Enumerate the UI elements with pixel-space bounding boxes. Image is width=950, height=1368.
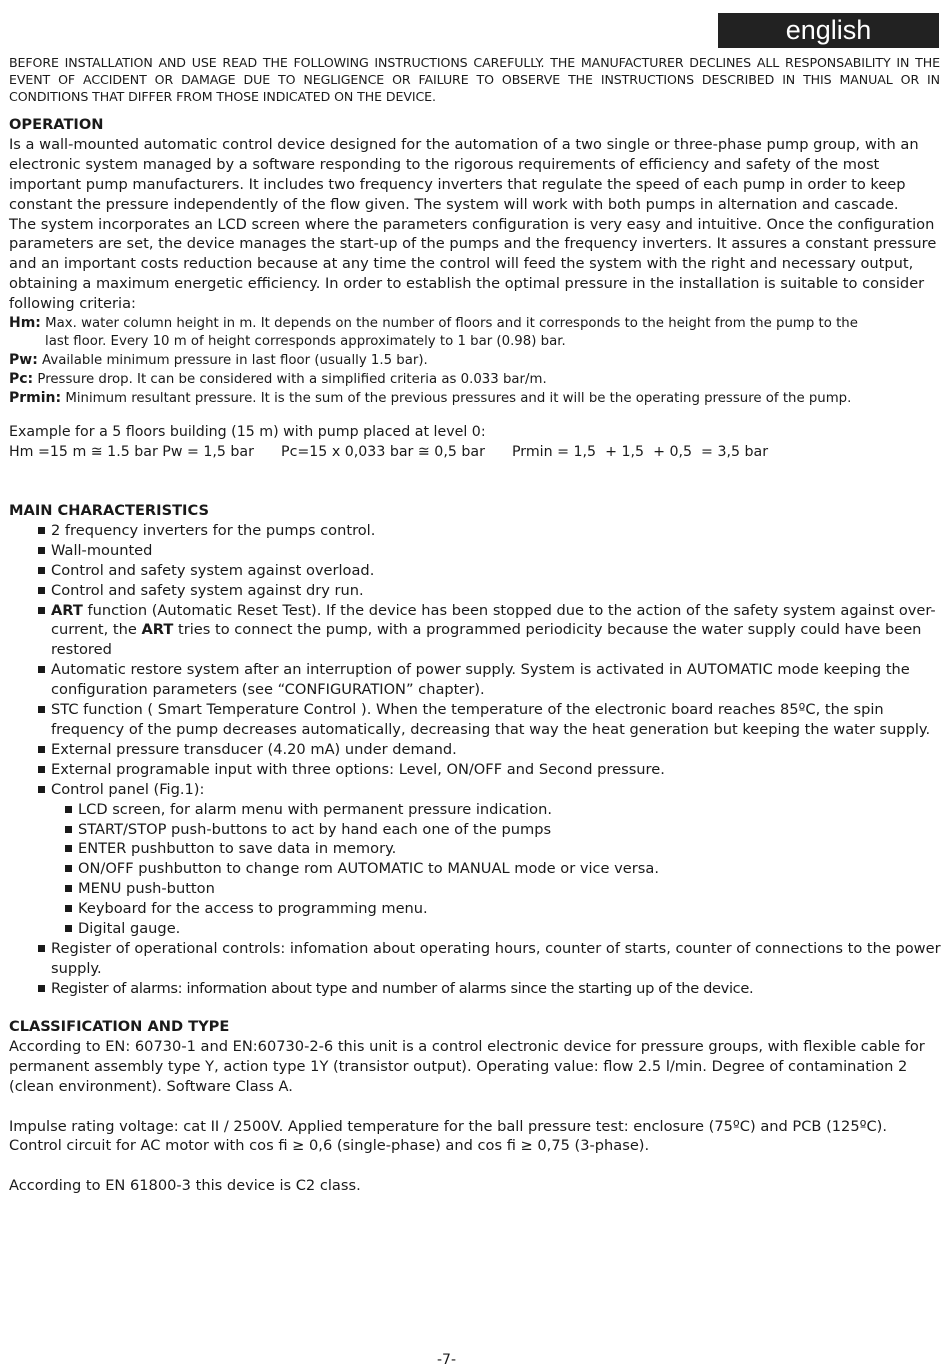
list-item-text: Digital gauge. — [78, 920, 181, 938]
classification-paragraph-2a: Impulse rating voltage: cat II / 2500V. Applied temperature for the ball pressure test: enclosure (75ºC) and PCB (125ºC). — [9, 1117, 888, 1135]
sub-list-item — [9, 899, 944, 919]
list-item — [9, 760, 944, 780]
list-item-text: frequency of the pump decreases automatically, decreasing that way the heat generation but keeping the water supply. — [51, 720, 931, 738]
list-item — [9, 521, 944, 541]
list-item — [9, 740, 944, 760]
classification-paragraph-1: According to EN: 60730-1 and EN:60730-2-6 this unit is a control electronic device for pressure groups, with flexible cable for permanent assembly type Y, action type 1Y (transistor output). Operating value: flow 2.5 l/min. Degree of contamination 2 (clean environment). Software Class A. — [9, 1037, 925, 1095]
list-item-text: ON/OFF pushbutton to change rom AUTOMATIC to MANUAL mode or vice versa. — [78, 860, 659, 878]
list-item-text: Control panel (Fig.1): — [51, 780, 205, 798]
list-item-text: Register of alarms: information about type and number of alarms since the starting up of the device. — [51, 979, 754, 997]
list-item-text: STC function ( Smart Temperature Control ). When the temperature of the electronic board reaches 85ºC, the spin — [51, 701, 884, 719]
sub-list-item — [9, 800, 944, 820]
example-block — [9, 423, 944, 463]
operation-paragraph-2: The system incorporates an LCD screen where the parameters configuration is very easy and intuitive. Once the configuration parameters are set, the device manages the start-up of the pumps and the frequency inverters. It assures a constant pressure and an important costs reduction because at any time the control will feed the system with the right and necessary output, obtaining a maximum energetic efficiency. In order to establish the optimal pressure in the installation is suitable to consider following criteria: — [9, 215, 937, 313]
list-item — [9, 561, 944, 581]
definition-term: Hm: — [9, 315, 41, 332]
operation-heading: OPERATION — [9, 116, 104, 133]
main-characteristics-heading: MAIN CHARACTERISTICS — [9, 502, 209, 519]
list-item — [9, 780, 944, 800]
definition-text: Pressure drop. It can be considered with a simplified criteria as 0.033 bar/m. — [37, 372, 547, 388]
list-item-text: MENU push-button — [78, 880, 215, 898]
art-term: ART — [141, 621, 174, 639]
operation-paragraph-1: Is a wall-mounted automatic control device designed for the automation of a two single or three-phase pump group, with an electronic system managed by a software responding to the rigorous requirements of efficiency and safety of the most important pump manufacturers. It includes two frequency inverters that regulate the speed of each pump in order to keep constant the pressure independently of the flow given. The system will work with both pumps in alternation and cascade. — [9, 135, 919, 213]
main-characteristics-section — [9, 501, 944, 999]
list-item-text: Control and safety system against overload. — [51, 561, 375, 579]
example-intro: Example for a 5 floors building (15 m) with pump placed at level 0: — [9, 424, 486, 440]
safety-disclaimer: BEFORE INSTALLATION AND USE READ THE FOLLOWING INSTRUCTIONS CAREFULLY. THE MANUFACTURER DECLINES ALL RESPONSABILITY IN THE EVENT OF ACCIDENT OR DAMAGE DUE TO NEGLIGENCE OR FAILURE TO OBSERVE THE INSTRUCTIONS DESCRIBED IN THIS MANUAL OR IN CONDITIONS THAT DIFFER FROM THOSE INDICATED ON THE DEVICE. — [9, 55, 940, 104]
list-item — [9, 581, 944, 601]
classification-section — [9, 1017, 944, 1196]
list-item-text: START/STOP push-buttons to act by hand each one of the pumps — [78, 820, 552, 838]
list-item-text: 2 frequency inverters for the pumps control. — [51, 521, 376, 539]
list-item — [9, 979, 944, 999]
classification-paragraph-2b: Control circuit for AC motor with cos fi ≥ 0,6 (single-phase) and cos fi ≥ 0,75 (3-phase). — [9, 1137, 650, 1155]
definition-pc — [9, 370, 944, 389]
page-number: -7- — [436, 1352, 456, 1368]
list-item-text: Keyboard for the access to programming menu. — [78, 900, 428, 918]
list-item-art — [9, 601, 944, 661]
sub-list-item — [9, 879, 944, 899]
list-item-text: Control and safety system against dry run. — [51, 581, 364, 599]
list-item-text: supply. — [51, 959, 102, 977]
list-item-text: restored — [51, 641, 112, 659]
sub-list-item — [9, 820, 944, 840]
definition-term: Pw: — [9, 352, 38, 369]
operation-section — [9, 115, 944, 408]
language-tab: english — [718, 13, 939, 48]
definition-text: Minimum resultant pressure. It is the sum of the previous pressures and it will be the operating pressure of the pump. — [65, 391, 852, 407]
list-item-text: function (Automatic Reset Test). If the device has been stopped due to the action of the safety system against over- — [82, 601, 936, 619]
list-item — [9, 939, 944, 979]
classification-heading: CLASSIFICATION AND TYPE — [9, 1018, 230, 1035]
list-item — [9, 660, 944, 700]
list-item-text: tries to connect the pump, with a programmed periodicity because the water supply could have been — [173, 621, 922, 639]
definition-pw — [9, 351, 944, 370]
definition-term: Prmin: — [9, 390, 62, 407]
list-item-text: External pressure transducer (4.20 mA) under demand. — [51, 740, 457, 758]
list-item-text: LCD screen, for alarm menu with permanent pressure indication. — [78, 800, 553, 818]
list-item-text: Register of operational controls: infomation about operating hours, counter of starts, counter of connections to the power — [51, 939, 941, 957]
sub-list-item — [9, 919, 944, 939]
list-item — [9, 700, 944, 740]
art-term: ART — [51, 601, 83, 619]
characteristics-list — [9, 521, 944, 999]
list-item — [9, 541, 944, 561]
classification-paragraph-3: According to EN 61800-3 this device is C2 class. — [9, 1177, 361, 1195]
list-item-text: Wall-mounted — [51, 541, 153, 559]
definition-text: Max. water column height in m. It depends on the number of floors and it corresponds to the height from the pump to the — [45, 316, 858, 332]
list-item-text: ENTER pushbutton to save data in memory. — [78, 840, 397, 858]
definition-text-cont: last floor. Every 10 m of height corresponds approximately to 1 bar (0.98) bar. — [45, 334, 566, 350]
list-item-text: External programable input with three options: Level, ON/OFF and Second pressure. — [51, 760, 665, 778]
sub-list-item — [9, 839, 944, 859]
list-item-text: current, the — [51, 621, 142, 639]
list-item-text: Automatic restore system after an interruption of power supply. System is activated in AUTOMATIC mode keeping the — [51, 661, 910, 679]
definition-prmin — [9, 389, 944, 408]
definition-term: Pc: — [9, 371, 34, 388]
sub-list-item — [9, 859, 944, 879]
definition-text: Available minimum pressure in last floor (usually 1.5 bar). — [42, 353, 428, 369]
list-item-text: configuration parameters (see “CONFIGURATION” chapter). — [51, 681, 485, 699]
example-calculation: Hm =15 m ≅ 1.5 bar Pw = 1,5 bar Pc=15 x 0,033 bar ≅ 0,5 bar Prmin = 1,5 + 1,5 + 0,5 = 3,5 bar — [9, 443, 769, 460]
definition-hm — [9, 314, 944, 351]
